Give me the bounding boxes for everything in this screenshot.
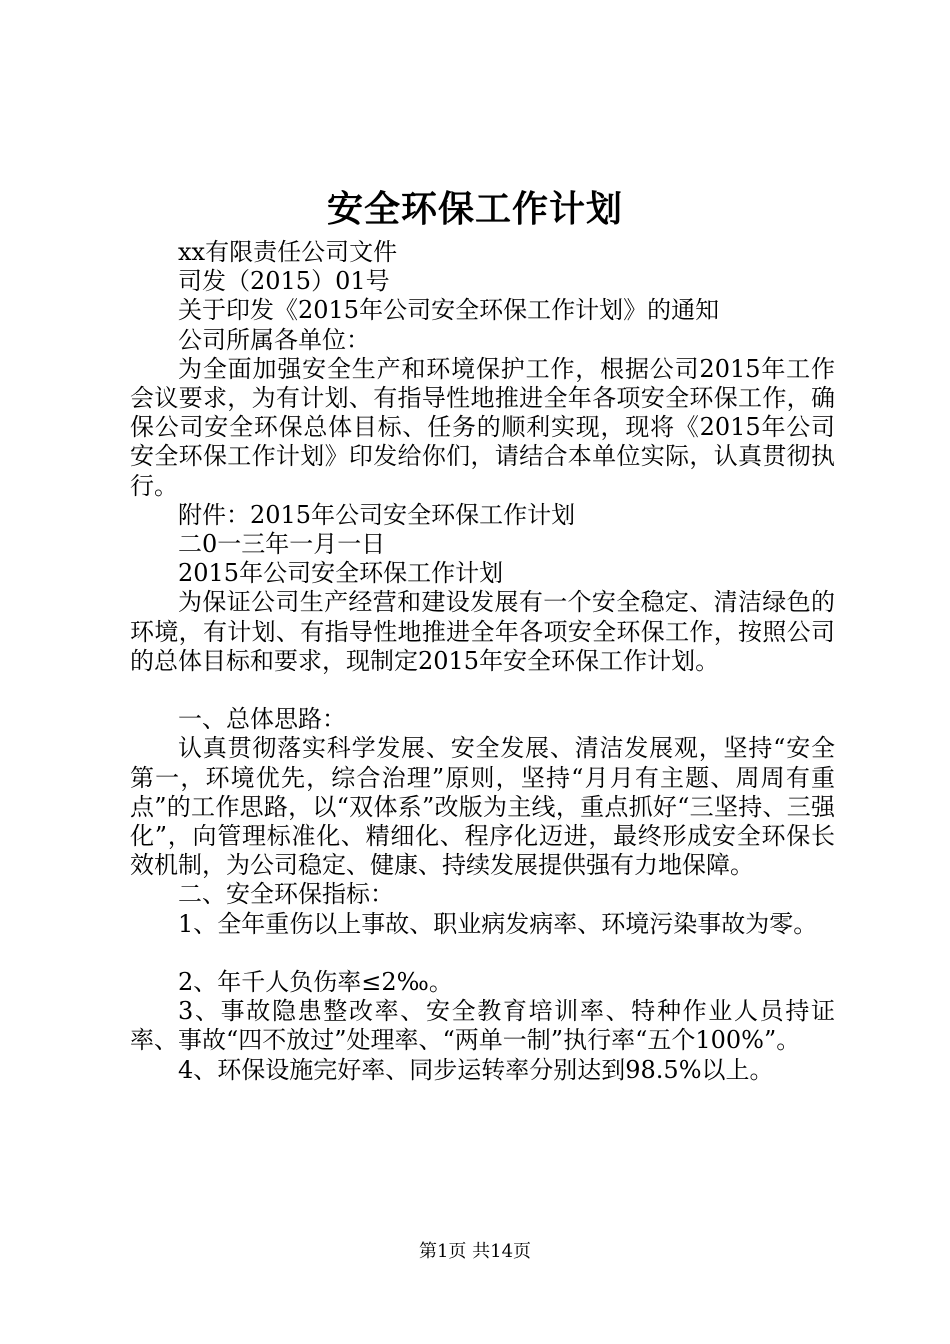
indicator-item-2: 2、年千人负伤率≤2‰。 bbox=[178, 968, 453, 997]
indicator-item-1: 1、全年重伤以上事故、职业病发病率、环境污染事故为零。 bbox=[178, 909, 818, 938]
addressee: 公司所属各单位： bbox=[178, 325, 370, 354]
document-title: 安全环保工作计划 bbox=[326, 188, 623, 230]
issue-date: 二0一三年一月一日 bbox=[178, 530, 386, 559]
issuer-line: xx有限责任公司文件 bbox=[178, 238, 398, 266]
document-number: 司发（2015）01号 bbox=[178, 267, 390, 296]
page-number-footer: 第1页 共14页 bbox=[418, 1241, 532, 1262]
attachment-line: 附件：2015年公司安全环保工作计划 bbox=[178, 500, 576, 529]
section-heading-overall-approach: 一、总体思路： bbox=[178, 705, 346, 734]
plan-heading: 2015年公司安全环保工作计划 bbox=[178, 559, 504, 588]
indicator-item-3: 3、事故隐患整改率、安全教育培训率、特种作业人员持证率、事故“四不放过”处理率、“两单一制”执行率“五个100%”。 bbox=[130, 997, 835, 1055]
notice-subject: 关于印发《2015年公司安全环保工作计划》的通知 bbox=[178, 296, 720, 325]
indicator-item-4: 4、环保设施完好率、同步运转率分别达到98.5%以上。 bbox=[178, 1055, 774, 1084]
overall-approach-paragraph: 认真贯彻落实科学发展、安全发展、清洁发展观，坚持“安全第一，环境优先，综合治理”原则，坚持“月月有主题、周周有重点”的工作思路，以“双体系”改版为主线，重点抓好“三坚持、三强化”，向管理标准化、精细化、程序化迈进，最终形成安全环保长效机制，为公司稳定、健康、持续发展提供强有力地保障。 bbox=[130, 734, 835, 880]
notice-body-paragraph: 为全面加强安全生产和环境保护工作，根据公司2015年工作会议要求，为有计划、有指导性地推进全年各项安全环保工作，确保公司安全环保总体目标、任务的顺利实现，现将《2015年公司安全环保工作计划》印发给你们，请结合本单位实际，认真贯彻执行。 bbox=[130, 354, 835, 500]
document-body bbox=[130, 238, 835, 1085]
plan-intro-paragraph: 为保证公司生产经营和建设发展有一个安全稳定、清洁绿色的环境，有计划、有指导性地推进全年各项安全环保工作，按照公司的总体目标和要求，现制定2015年安全环保工作计划。 bbox=[130, 588, 835, 675]
section-heading-indicators: 二、安全环保指标： bbox=[178, 880, 394, 909]
